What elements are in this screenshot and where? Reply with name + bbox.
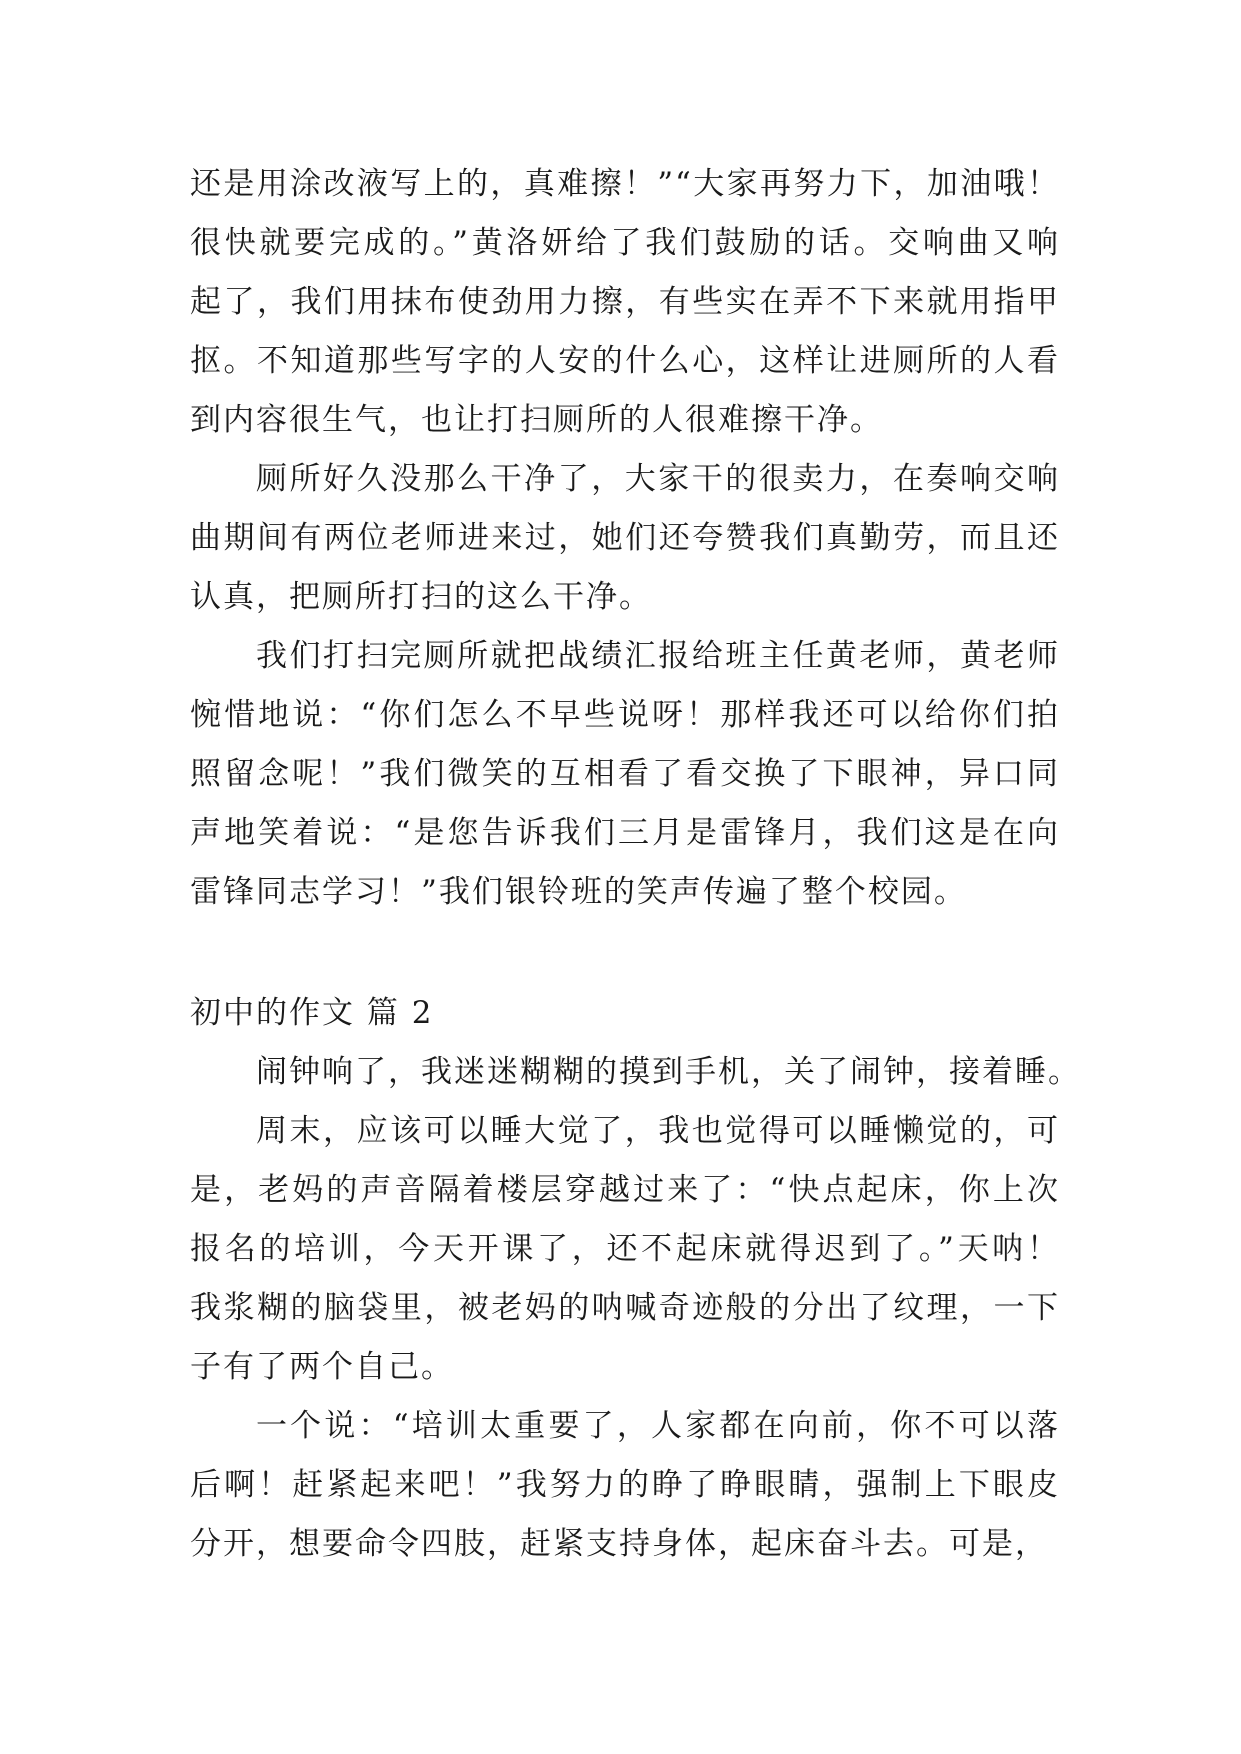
text-line: 曲期间有两位老师进来过，她们还夸赞我们真勤劳，而且还 [190, 520, 1060, 556]
essay-part-1 [190, 155, 1060, 922]
text-line: 很快就要完成的。”黄洛妍给了我们鼓励的话。交响曲又响 [190, 225, 1060, 261]
text-line: 惋惜地说：“你们怎么不早些说呀！那样我还可以给你们拍 [190, 697, 1060, 733]
text-line: 子有了两个自己。 [190, 1349, 454, 1385]
text-line: 厕所好久没那么干净了，大家干的很卖力，在奏响交响 [256, 461, 1060, 497]
text-line: 声地笑着说：“是您告诉我们三月是雷锋月，我们这是在向 [190, 815, 1060, 851]
section-title: 初中的作文 篇 2 [190, 995, 434, 1031]
text-line: 抠。不知道那些写字的人安的什么心，这样让进厕所的人看 [190, 343, 1060, 379]
essay-part-2 [190, 1043, 1081, 1574]
text-line: 到内容很生气，也让打扫厕所的人很难擦干净。 [190, 402, 883, 438]
text-line: 周末，应该可以睡大觉了，我也觉得可以睡懒觉的，可 [256, 1113, 1060, 1149]
paragraph [190, 1043, 1081, 1102]
text-line: 报名的培训，今天开课了，还不起床就得迟到了。”天呐！ [190, 1231, 1060, 1267]
text-line: 认真，把厕所打扫的这么干净。 [190, 579, 652, 615]
text-line: 照留念呢！”我们微笑的互相看了看交换了下眼神，异口同 [190, 756, 1060, 792]
text-line: 还是用涂改液写上的，真难擦！”“大家再努力下，加油哦！ [190, 166, 1060, 202]
text-line: 雷锋同志学习！”我们银铃班的笑声传遍了整个校园。 [190, 874, 967, 910]
text-line: 闹钟响了，我迷迷糊糊的摸到手机，关了闹钟，接着睡。 [256, 1054, 1081, 1090]
paragraph [190, 155, 1060, 450]
text-line: 后啊！赶紧起来吧！”我努力的睁了睁眼睛，强制上下眼皮 [190, 1467, 1060, 1503]
paragraph [190, 450, 1060, 627]
text-line: 一个说：“培训太重要了，人家都在向前，你不可以落 [256, 1408, 1060, 1444]
document-body [190, 155, 1081, 1574]
text-line: 起了，我们用抹布使劲用力擦，有些实在弄不下来就用指甲 [190, 284, 1060, 320]
text-line: 我们打扫完厕所就把战绩汇报给班主任黄老师，黄老师 [256, 638, 1060, 674]
paragraph [190, 1102, 1060, 1397]
paragraph [190, 1397, 1060, 1574]
text-line: 是，老妈的声音隔着楼层穿越过来了：“快点起床，你上次 [190, 1172, 1060, 1208]
text-line: 分开，想要命令四肢，赶紧支持身体，起床奋斗去。可是， [190, 1526, 1048, 1562]
text-line: 我浆糊的脑袋里，被老妈的呐喊奇迹般的分出了纹理，一下 [190, 1290, 1060, 1326]
paragraph [190, 627, 1060, 922]
